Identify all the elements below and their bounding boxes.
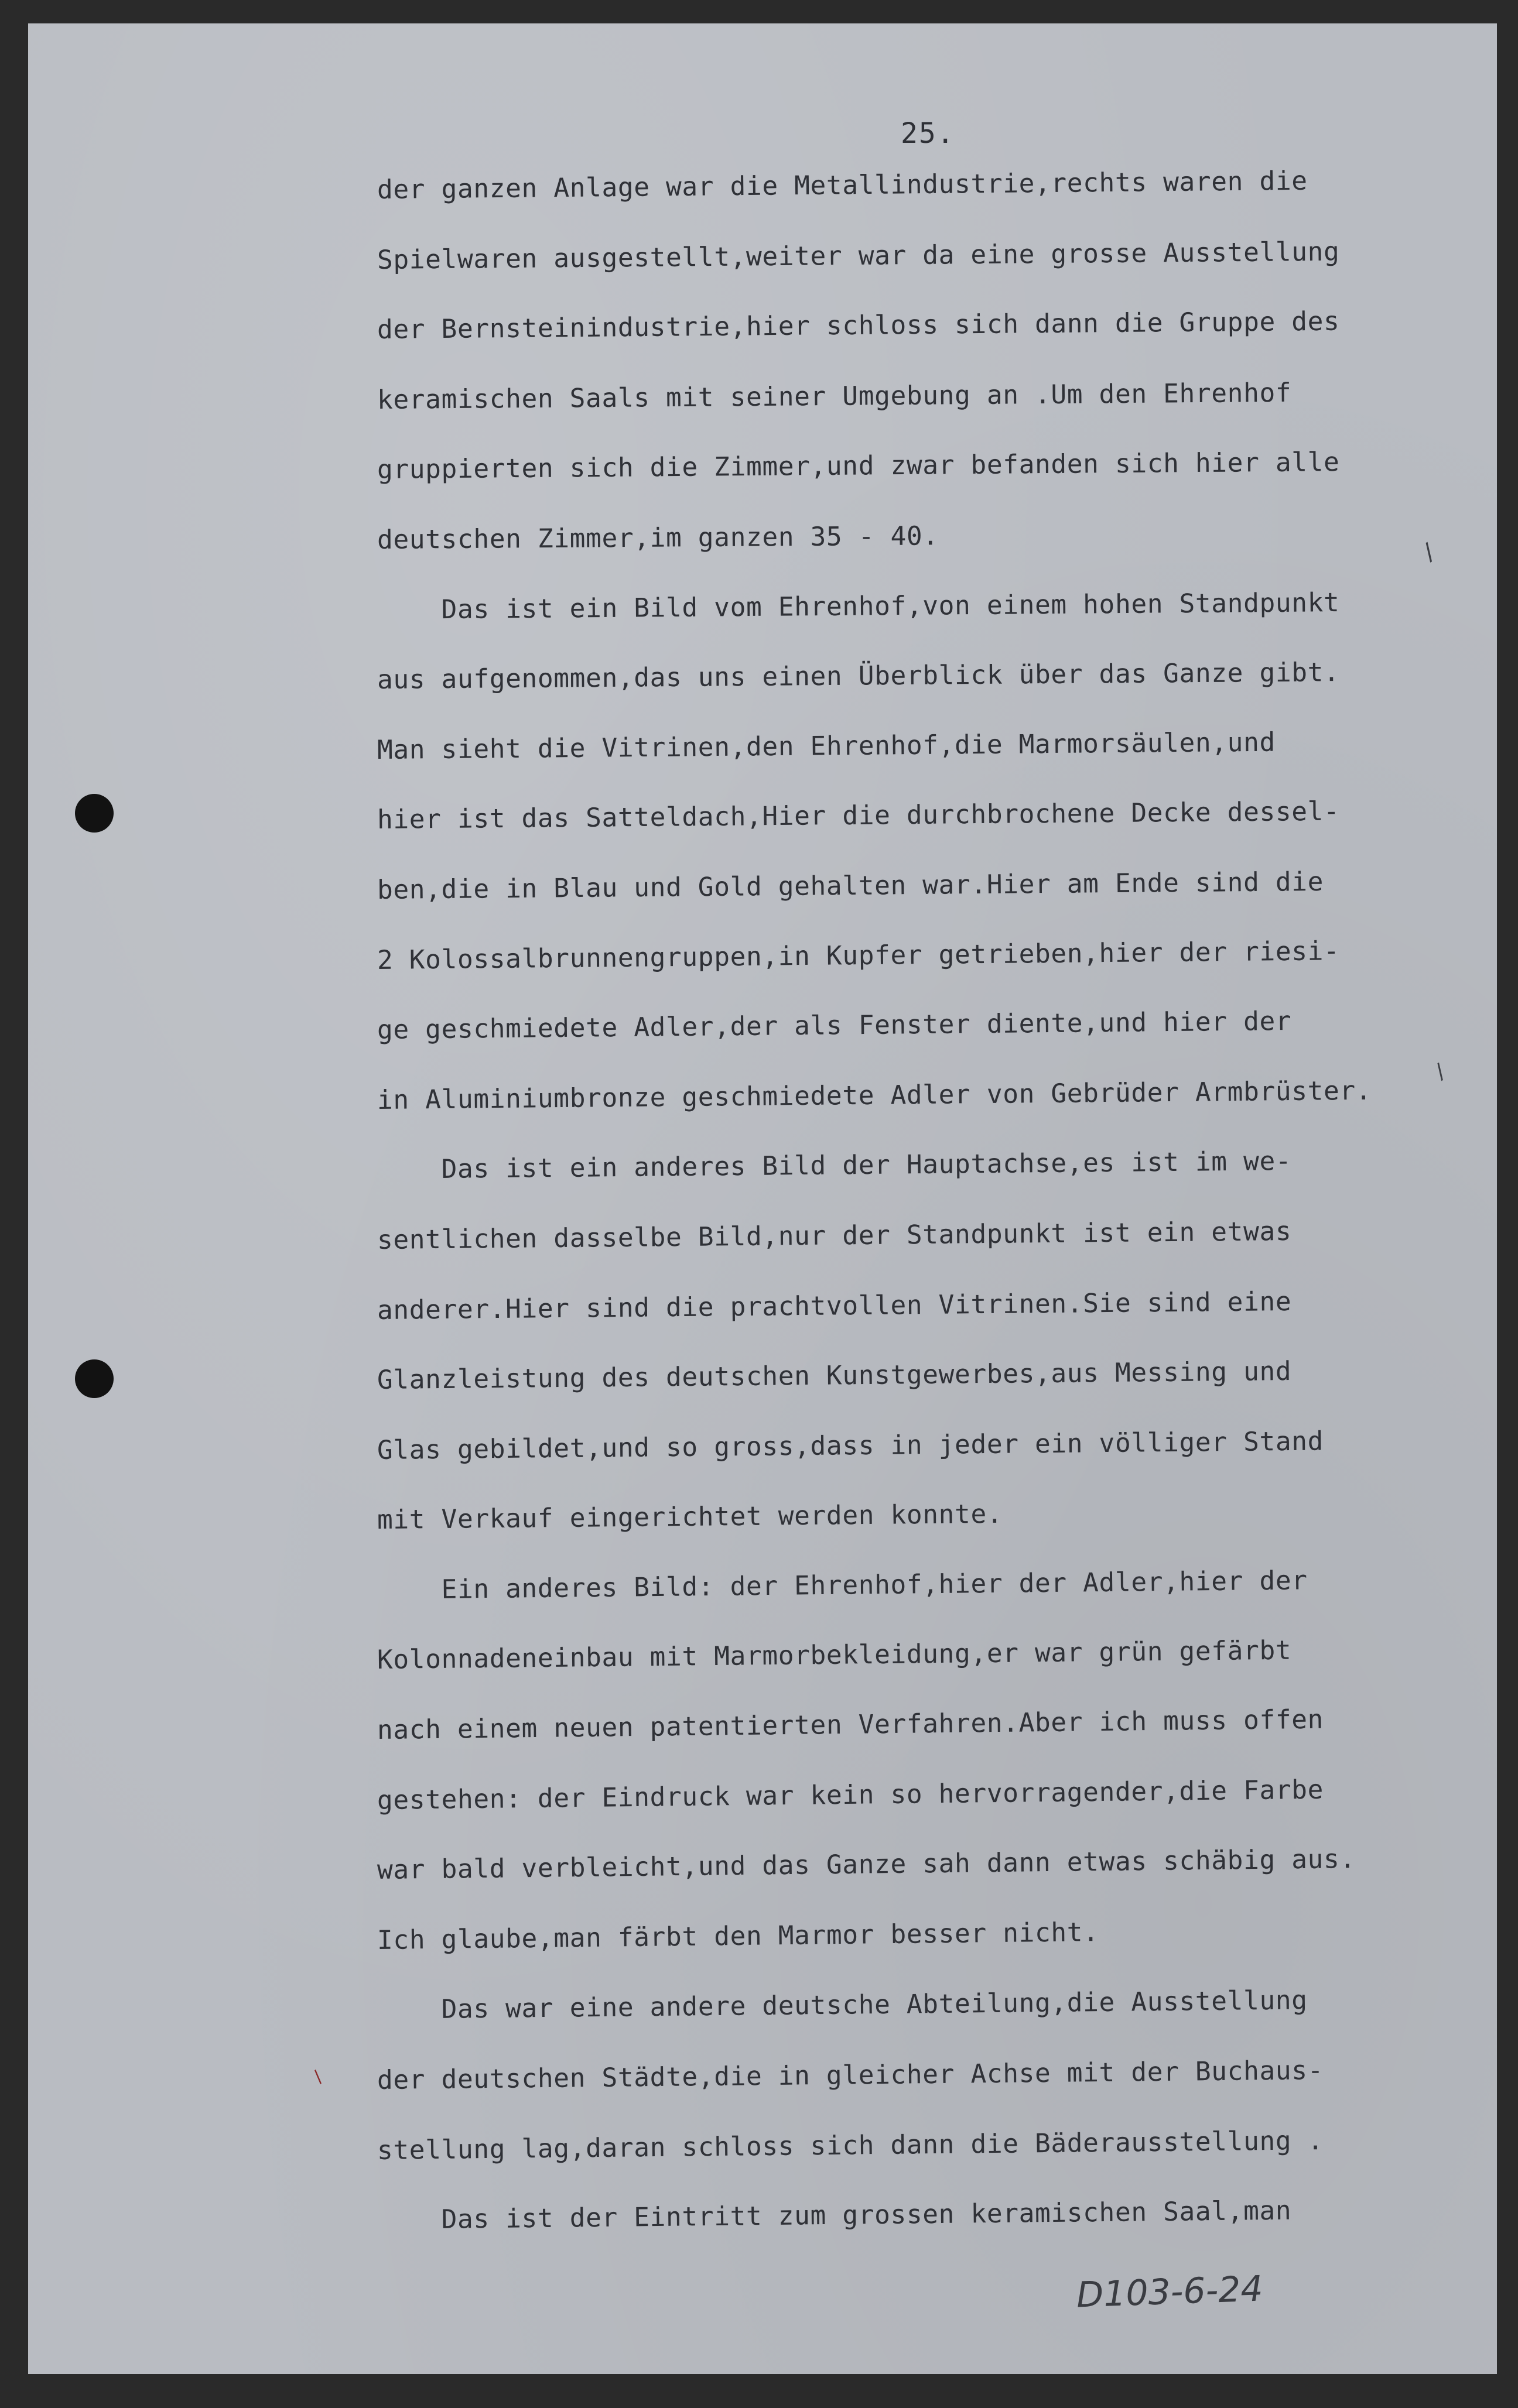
document-page [28,23,1497,2374]
handwritten-reference: D103-6-24 [1075,2268,1264,2316]
text-line: Glanzleistung des deutschen Kunstgewerbes,aus Messing und [377,1357,1292,1396]
text-line: Das ist der Eintritt zum grossen keramischen Saal,man [377,2195,1292,2236]
text-line: ben,die in Blau und Gold gehalten war.Hier am Ende sind die [377,866,1324,905]
text-line: stellung lag,daran schloss sich dann die Bäderausstellung . [377,2125,1324,2166]
text-line: Man sieht die Vitrinen,den Ehrenhof,die Marmorsäulen,und [377,727,1276,765]
text-line: der deutschen Städte,die in gleicher Achse mit der Buchaus- [377,2056,1324,2096]
text-line: mit Verkauf eingerichtet werden konnte. [377,1499,1003,1536]
text-line: Kolonnadeneinbau mit Marmorbekleidung,er war grün gefärbt [377,1636,1292,1676]
text-line: der ganzen Anlage war die Metallindustrie,rechts waren die [377,166,1308,205]
text-line: keramischen Saals mit seiner Umgebung an .Um den Ehrenhof [377,378,1292,415]
punch-hole-bottom [75,1359,114,1398]
text-line: nach einem neuen patentierten Verfahren.Aber ich muss offen [377,1704,1324,1746]
text-line: gestehen: der Eindruck war kein so hervorragender,die Farbe [377,1775,1324,1816]
text-line: war bald verbleicht,und das Ganze sah dann etwas schäbig aus. [377,1844,1356,1886]
typed-text-body [377,155,1490,2256]
text-line: ge geschmiedete Adler,der als Fenster diente,und hier der [377,1006,1292,1046]
text-line: Glas gebildet,und so gross,dass in jeder ein völliger Stand [377,1426,1324,1465]
pen-mark-tick: / [309,2067,327,2087]
text-line: Das ist ein Bild vom Ehrenhof,von einem hohen Standpunkt [377,587,1340,625]
text-line: Das ist ein anderes Bild der Hauptachse,es ist im we- [377,1146,1292,1186]
text-line: gruppierten sich die Zimmer,und zwar befanden sich hier alle [377,447,1340,485]
punch-hole-top [75,794,114,833]
text-line: in Aluminiumbronze geschmiedete Adler von Gebrüder Armbrüster. [377,1075,1372,1115]
text-line: der Bernsteinindustrie,hier schloss sich dann die Gruppe des [377,306,1340,345]
text-line: hier ist das Satteldach,Hier die durchbrochene Decke dessel- [377,797,1340,835]
text-line: aus aufgenommen,das uns einen Überblick über das Ganze gibt. [377,657,1340,696]
text-line: Ich glaube,man färbt den Marmor besser nicht. [377,1917,1099,1955]
pen-mark-slash: / [1431,1059,1449,1084]
text-line: Spielwaren ausgestellt,weiter war da eine grosse Ausstellung [377,237,1340,275]
text-line: deutschen Zimmer,im ganzen 35 - 40. [377,521,939,555]
text-line: Ein anderes Bild: der Ehrenhof,hier der Adler,hier der [377,1566,1308,1605]
pen-mark-slash: / [1418,538,1440,566]
page-number: 25. [901,117,955,150]
text-line: sentlichen dasselbe Bild,nur der Standpunkt ist ein etwas [377,1216,1292,1255]
text-line: Das war eine andere deutsche Abteilung,die Ausstellung [377,1985,1308,2026]
text-line: anderer.Hier sind die prachtvollen Vitrinen.Sie sind eine [377,1286,1292,1325]
text-line: 2 Kolossalbrunnengruppen,in Kupfer getrieben,hier der riesi- [377,936,1340,975]
